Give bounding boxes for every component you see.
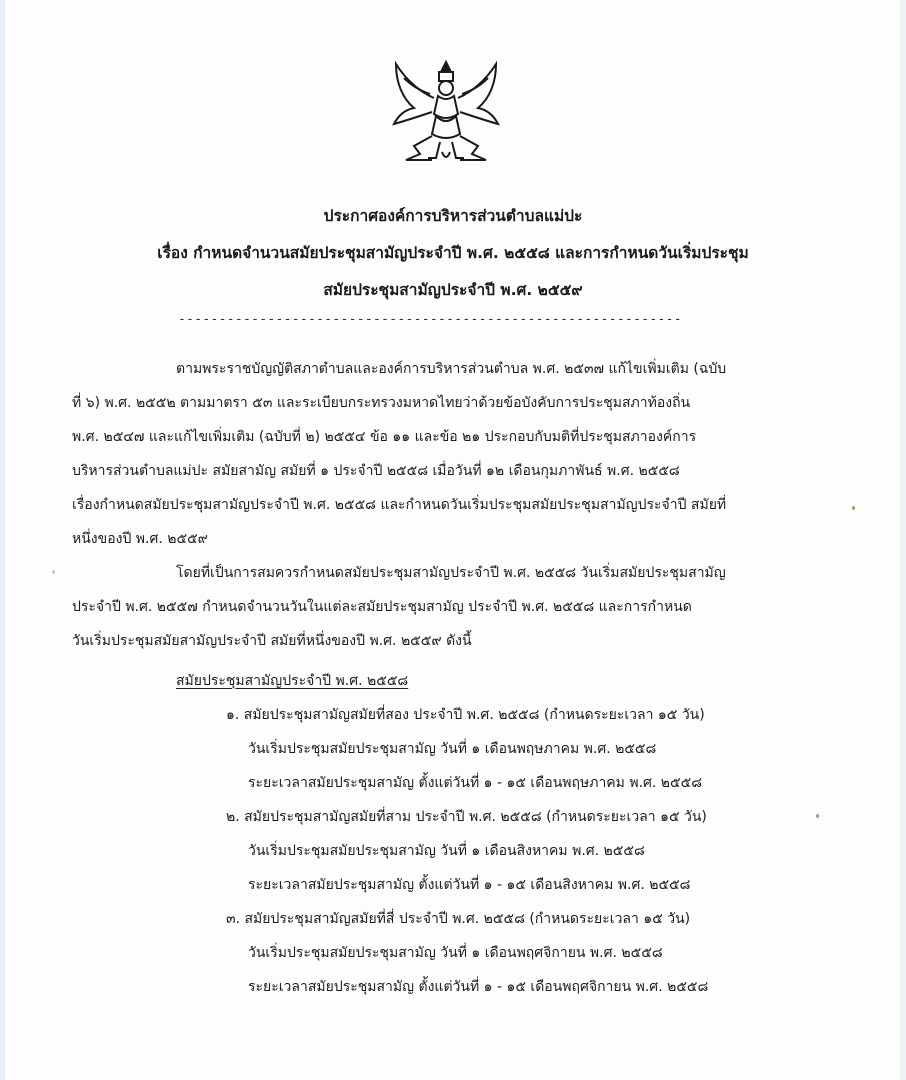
session-item-period: ระยะเวลาสมัยประชุมสามัญ ตั้งแต่วันที่ ๑ - ๑๕ เดือนพฤศจิกายน พ.ศ. ๒๕๕๘ xyxy=(248,979,709,995)
session-item-start: วันเริ่มประชุมสมัยประชุมสามัญ วันที่ ๑ เดือนสิงหาคม พ.ศ. ๒๕๕๘ xyxy=(248,843,645,859)
separator-line: -------------------------------------------------------------- xyxy=(178,312,682,327)
document-title: ประกาศองค์การบริหารส่วนตำบลแม่ปะ xyxy=(323,207,583,225)
session-item-heading: ๒. สมัยประชุมสามัญสมัยที่สาม ประจำปี พ.ศ. ๒๕๕๘ (กำหนดระยะเวลา ๑๕ วัน) xyxy=(226,809,707,825)
para1-line: ที่ ๖) พ.ศ. ๒๕๕๒ ตามมาตรา ๕๓ และระเบียบกระทรวงมหาดไทยว่าด้วยข้อบังคับการประชุมสภาท้องถิ่น xyxy=(72,395,691,411)
subject-line-1: เรื่อง กำหนดจำนวนสมัยประชุมสามัญประจำปี พ.ศ. ๒๕๕๘ และการกำหนดวันเริ่มประชุม xyxy=(157,244,749,262)
subject-line-2: สมัยประชุมสามัญประจำปี พ.ศ. ๒๕๕๙ xyxy=(323,281,583,299)
garuda-emblem-icon xyxy=(384,58,508,170)
para2-line: ประจำปี พ.ศ. ๒๕๕๗ กำหนดจำนวนวันในแต่ละสมัยประชุมสามัญ ประจำปี พ.ศ. ๒๕๕๘ และการกำหนด xyxy=(72,599,692,615)
scan-speck xyxy=(816,814,819,818)
scan-speck xyxy=(852,506,855,510)
session-item-period: ระยะเวลาสมัยประชุมสามัญ ตั้งแต่วันที่ ๑ - ๑๕ เดือนสิงหาคม พ.ศ. ๒๕๕๘ xyxy=(248,877,691,893)
para1-line: ตามพระราชบัญญัติสภาตำบลและองค์การบริหารส่วนตำบล พ.ศ. ๒๕๓๗ แก้ไขเพิ่มเติม (ฉบับ xyxy=(176,361,727,377)
section-heading: สมัยประชุมสามัญประจำปี พ.ศ. ๒๕๕๘ xyxy=(176,673,409,689)
scan-edge-left xyxy=(0,0,5,1080)
scan-edge-right xyxy=(900,0,906,1080)
session-item-start: วันเริ่มประชุมสมัยประชุมสามัญ วันที่ ๑ เดือนพฤศจิกายน พ.ศ. ๒๕๕๘ xyxy=(248,945,663,961)
session-item-period: ระยะเวลาสมัยประชุมสามัญ ตั้งแต่วันที่ ๑ - ๑๕ เดือนพฤษภาคม พ.ศ. ๒๕๕๘ xyxy=(248,775,703,791)
para2-line: โดยที่เป็นการสมควรกำหนดสมัยประชุมสามัญประจำปี พ.ศ. ๒๕๕๘ วันเริ่มสมัยประชุมสามัญ xyxy=(176,565,726,581)
session-item-start: วันเริ่มประชุมสมัยประชุมสามัญ วันที่ ๑ เดือนพฤษภาคม พ.ศ. ๒๕๕๘ xyxy=(248,741,657,757)
scan-speck xyxy=(52,570,55,574)
para1-line: เรื่องกำหนดสมัยประชุมสามัญประจำปี พ.ศ. ๒๕๕๘ และกำหนดวันเริ่มประชุมสมัยประชุมสามัญประจำปี สมัยที่ xyxy=(72,497,727,513)
para1-line: พ.ศ. ๒๕๔๗ และแก้ไขเพิ่มเติม (ฉบับที่ ๒) ๒๕๕๔ ข้อ ๑๑ และข้อ ๒๑ ประกอบกับมติที่ประชุมสภาองค์การ xyxy=(72,429,697,445)
session-item-heading: ๓. สมัยประชุมสามัญสมัยที่สี่ ประจำปี พ.ศ. ๒๕๕๘ (กำหนดระยะเวลา ๑๕ วัน) xyxy=(226,911,691,927)
para1-line: หนึ่งของปี พ.ศ. ๒๕๕๙ xyxy=(72,531,208,547)
para1-line: บริหารส่วนตำบลแม่ปะ สมัยสามัญ สมัยที่ ๑ ประจำปี ๒๕๕๘ เมื่อวันที่ ๑๒ เดือนกุมภาพันธ์ พ.ศ. ๒๕๕๘ xyxy=(72,463,680,479)
para2-line: วันเริ่มประชุมสมัยสามัญประจำปี สมัยที่หนึ่งของปี พ.ศ. ๒๕๕๙ ดังนี้ xyxy=(72,633,472,649)
session-item-heading: ๑. สมัยประชุมสามัญสมัยที่สอง ประจำปี พ.ศ. ๒๕๕๘ (กำหนดระยะเวลา ๑๕ วัน) xyxy=(226,707,705,723)
